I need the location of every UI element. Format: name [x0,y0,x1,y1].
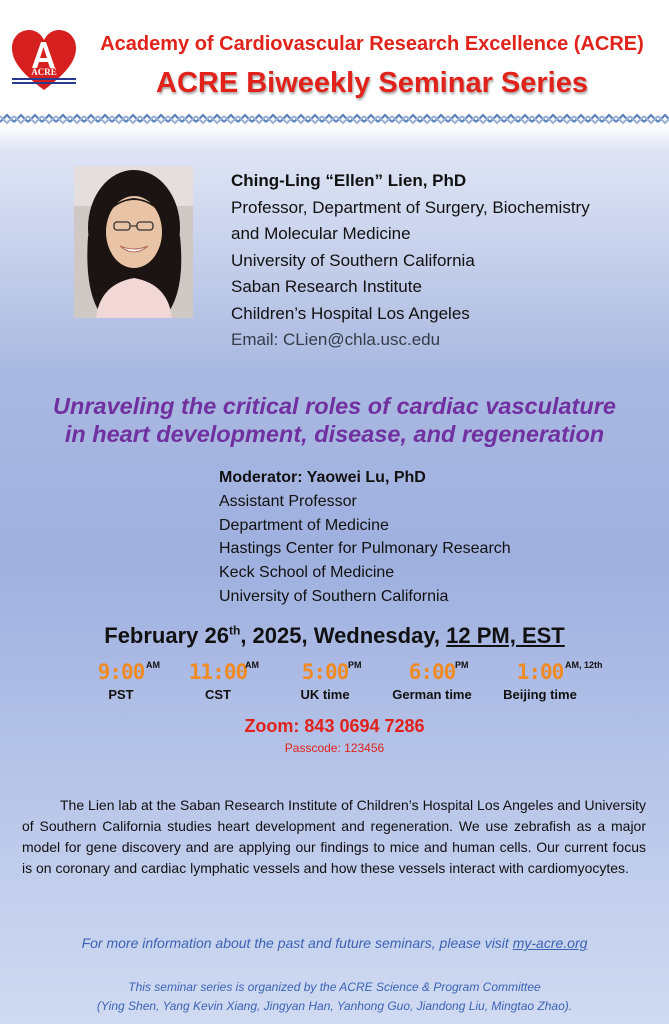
timezone-label: UK time [300,687,350,702]
website-link[interactable]: my-acre.org [512,935,588,951]
talk-title-line1: Unraveling the critical roles of cardiac vasculature [53,393,616,419]
speaker-title-line2: and Molecular Medicine [231,224,411,243]
heart-logo-icon [10,28,78,96]
speaker-title-line1: Professor, Department of Surgery, Biochemistry [231,197,590,217]
timezone-label: German time [392,687,472,702]
timezone-label: Beijing time [503,687,577,702]
clock-time: 5:00 [301,660,349,684]
clock-ampm: PM [455,660,469,670]
abstract-paragraph: The Lien lab at the Saban Research Institute of Children’s Hospital Los Angeles and University of Southern California studies heart development and regeneration. We use zebrafish as a major model for gene discovery and are applying our findings to mice and human cells. Our current focus is on coronary and cardiac lymphatic vessels and how these vessels interact with cardiomyocytes. [22,797,646,876]
timezone-german [377,660,487,702]
timezone-cst [163,660,273,702]
logo-text: ACRE [31,67,57,77]
event-time: 12 PM, EST [446,623,565,648]
moderator-center: Hastings Center for Pulmonary Research [219,540,511,558]
zoom-id[interactable]: Zoom: 843 0694 7286 [244,716,425,736]
clock-time: 1:00 [516,660,564,684]
clock-time: 9:00 [97,660,145,684]
clock-time: 6:00 [408,660,456,684]
event-date [0,623,669,649]
moderator-name: Moderator: Yaowei Lu, PhD [219,469,426,486]
moderator-dept: Department of Medicine [219,516,389,534]
speaker-affiliation1: University of Southern California [231,250,475,270]
organizer-line1: This seminar series is organized by the ACRE Science & Program Committee [128,980,541,994]
moderator-title: Assistant Professor [219,492,357,510]
speaker-affiliation3: Children’s Hospital Los Angeles [231,303,470,323]
series-title: ACRE Biweekly Seminar Series [156,67,588,99]
clock-time: 11:00 [188,660,248,684]
more-info-label: For more information about the past and future seminars, please visit [81,935,513,951]
speaker-photo [74,166,193,318]
date-prefix: February 26 [104,623,229,648]
clock-ampm: AM [146,660,160,670]
speaker-info [231,168,661,354]
speaker-affiliation2: Saban Research Institute [231,277,422,296]
moderator-university: University of Southern California [219,587,449,605]
moderator-info [219,466,649,609]
timezone-uk [270,660,380,702]
timezone-label: CST [205,687,231,702]
more-info-text [0,935,669,951]
clock-ampm: PM [348,660,362,670]
zoom-passcode: Passcode: 123456 [284,741,385,755]
timezone-beijing [485,660,603,702]
date-suffix: th [228,623,241,638]
decorative-divider [0,112,669,126]
speaker-email[interactable]: Email: CLien@chla.usc.edu [231,330,441,349]
organizer-line2: (Ying Shen, Yang Kevin Xiang, Jingyan Han, Yanhong Guo, Jiandong Liu, Mingtao Zhao). [96,999,573,1013]
talk-title [0,392,669,448]
talk-title-line2: in heart development, disease, and regeneration [64,421,605,447]
org-title: Academy of Cardiovascular Research Excellence (ACRE) [100,33,644,55]
timezone-pst [66,660,176,702]
speaker-name: Ching-Ling “Ellen” Lien, PhD [231,171,467,190]
date-rest: , 2025, Wednesday, [240,623,447,648]
clock-ampm: AM, 12th [565,660,603,670]
timezone-label: PST [108,687,134,702]
organizer-note [0,978,669,1016]
clock-ampm: AM [245,660,259,670]
moderator-school: Keck School of Medicine [219,564,395,582]
